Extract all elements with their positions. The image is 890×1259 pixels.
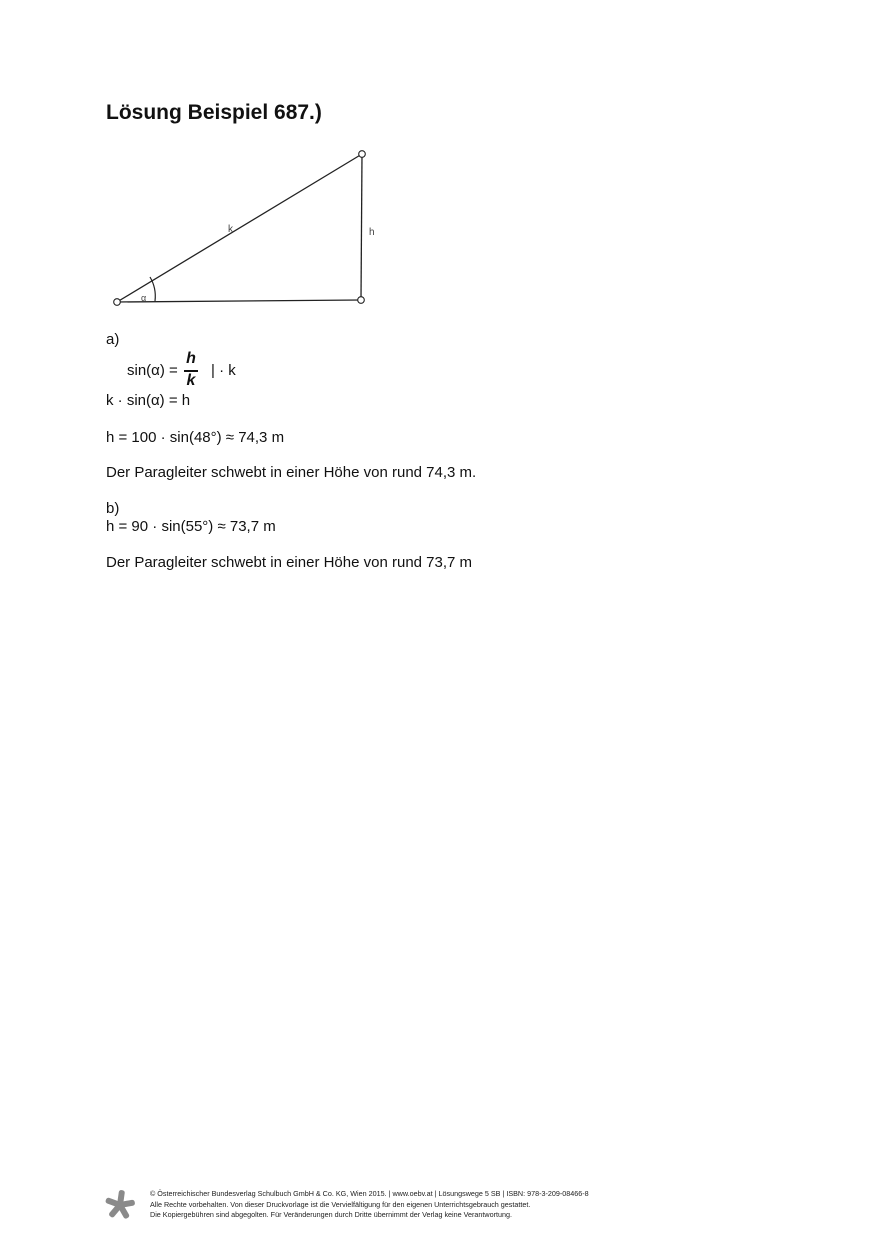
vertex-a (114, 299, 121, 306)
footer-line-2: Alle Rechte vorbehalten. Von dieser Druckvorlage ist die Vervielfältigung für den eigenen Unterrichtsgebrauch gestattet. (150, 1199, 531, 1209)
equation-operation: | · k (211, 362, 236, 379)
answer-b: Der Paragleiter schwebt in einer Höhe von rund 73,7 m (106, 554, 473, 571)
side-h (361, 154, 362, 300)
part-a-label: a) (106, 331, 120, 348)
fraction-numerator: h (186, 350, 196, 367)
copyright-footer (150, 1189, 589, 1221)
vertex-top (359, 151, 366, 158)
label-alpha: α (141, 293, 147, 303)
label-h: h (369, 227, 375, 238)
equation-result-a: h = 100 · sin(48°) ≈ 74,3 m (106, 429, 285, 446)
page-title: Lösung Beispiel 687.) (106, 101, 322, 124)
vertex-right (358, 297, 365, 304)
footer-line-3: Die Kopiergebühren sind abgegolten. Für Veränderungen durch Dritte übernimmt der Verlag keine Verantwortung. (150, 1210, 512, 1219)
side-base (117, 300, 361, 302)
equation-rearranged: k · sin(α) = h (106, 392, 191, 409)
triangle-diagram (100, 140, 380, 315)
publisher-logo-icon (104, 1189, 136, 1221)
equation-result-b: h = 90 · sin(55°) ≈ 73,7 m (106, 518, 276, 535)
answer-a: Der Paragleiter schwebt in einer Höhe von rund 74,3 m. (106, 464, 477, 481)
fraction-denominator: k (186, 372, 196, 389)
equation-sin: sin(α) = (127, 362, 178, 379)
footer-line-1: © Österreichischer Bundesverlag Schulbuch GmbH & Co. KG, Wien 2015. | www.oebv.at | Lösungswege 5 SB | ISBN: 978-3-209-08466-8 (150, 1189, 589, 1198)
part-b-label: b) (106, 500, 120, 517)
label-k: k (228, 224, 233, 235)
side-k (117, 154, 362, 302)
